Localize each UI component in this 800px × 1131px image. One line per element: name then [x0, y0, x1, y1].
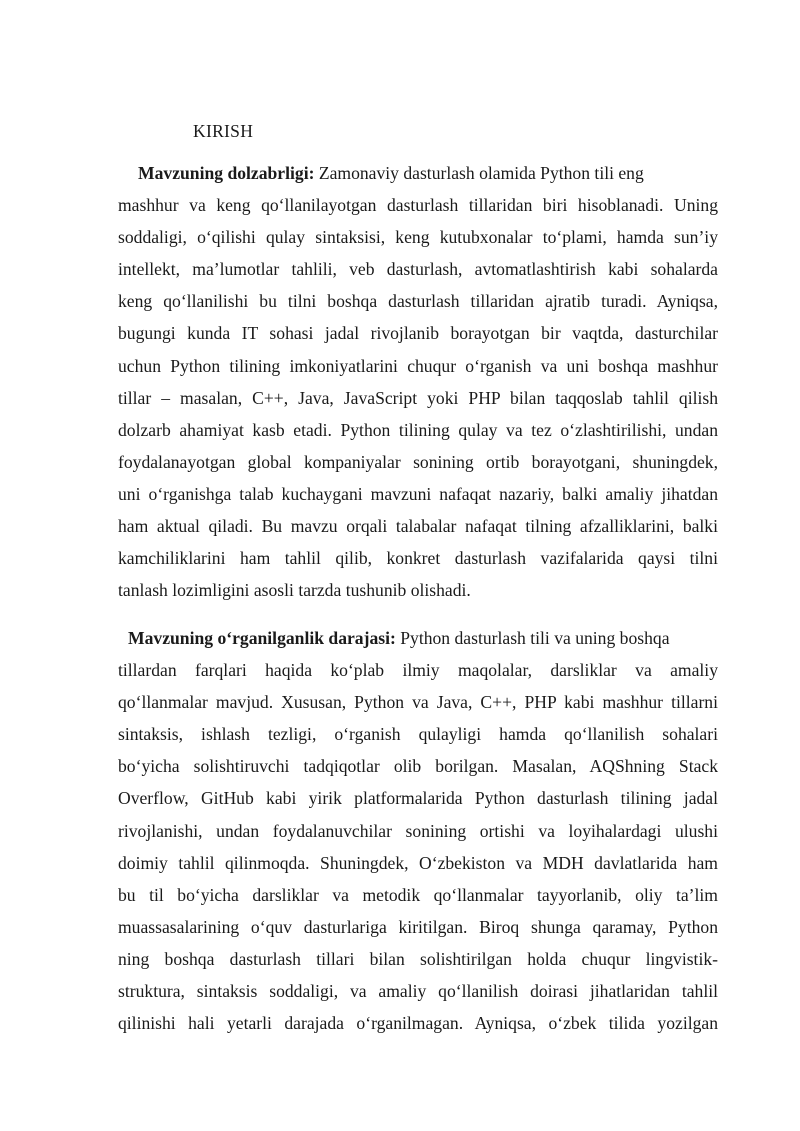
- paragraph-last-line: tanlash lozimligini asosli tarzda tushunib olishadi.: [118, 580, 471, 601]
- paragraph-line: intellekt, ma’lumotlar tahlili, veb dasturlash, avtomatlashtirish kabi sohalarda: [118, 259, 718, 280]
- paragraph-line: soddaligi, o‘qilishi qulay sintaksisi, keng kutubxonalar to‘plami, hamda sun’iy: [118, 227, 718, 248]
- paragraph-line: kamchiliklarini ham tahlil qilib, konkret dasturlash vazifalarida qaysi tilni: [118, 548, 718, 569]
- paragraph-line: foydalanayotgan global kompaniyalar sonining ortib borayotgani, shuningdek,: [118, 451, 718, 472]
- paragraph-relevance: [118, 157, 718, 606]
- paragraph-line: qilinishi hali yetarli darajada o‘rganilmagan. Ayniqsa, o‘zbek tilida yozilgan: [118, 1013, 718, 1034]
- paragraph-line: ham aktual qiladi. Bu mavzu orqali talabalar nafaqat tilning afzalliklarini, balki: [118, 516, 718, 537]
- paragraph-first-line-text: Python dasturlash tili va uning boshqa: [395, 628, 670, 648]
- paragraph-line: bu til bo‘yicha darsliklar va metodik qo‘llanmalar tayyorlanib, oliy ta’lim: [118, 884, 718, 905]
- paragraph-line: rivojlanishi, undan foydalanuvchilar sonining ortishi va loyihalardagi ulushi: [118, 820, 718, 841]
- paragraph-line: dolzarb ahamiyat kasb etadi. Python tilining qulay va tez o‘zlashtirilishi, undan: [118, 419, 718, 440]
- paragraph-lead: Mavzuning dolzabrligi:: [138, 163, 315, 183]
- paragraph-line: qo‘llanmalar mavjud. Xususan, Python va Java, C++, PHP kabi mashhur tillarni: [118, 692, 718, 713]
- paragraph-line: uni o‘rganishga talab kuchaygani mavzuni nafaqat nazariy, balki amaliy jihatdan: [118, 483, 718, 504]
- paragraph-first-line: [118, 622, 718, 654]
- paragraph-line: mashhur va keng qo‘llanilayotgan dasturlash tillaridan biri hisoblanadi. Uning: [118, 195, 718, 216]
- paragraph-line: ning boshqa dasturlash tillari bilan solishtirilgan holda chuqur lingvistik-: [118, 948, 718, 969]
- paragraph-first-line-text: Zamonaviy dasturlash olamida Python tili eng: [314, 163, 644, 183]
- paragraph-line: tillar – masalan, C++, Java, JavaScript yoki PHP bilan taqqoslab tahlil qilish: [118, 387, 718, 408]
- paragraph-line: bugungi kunda IT sohasi jadal rivojlanib borayotgan bir vaqtda, dasturchilar: [118, 323, 718, 344]
- paragraph-line: bo‘yicha solishtiruvchi tadqiqotlar olib borilgan. Masalan, AQShning Stack: [118, 756, 718, 777]
- paragraph-line: doimiy tahlil qilinmoqda. Shuningdek, O‘zbekiston va MDH davlatlarida ham: [118, 852, 718, 873]
- paragraph-line: uchun Python tilining imkoniyatlarini chuqur o‘rganish va uni boshqa mashhur: [118, 355, 718, 376]
- paragraph-line: struktura, sintaksis soddaligi, va amaliy qo‘llanilish doirasi jihatlaridan tahlil: [118, 981, 718, 1002]
- paragraph-line: keng qo‘llanilishi bu tilni boshqa dasturlash tillaridan ajratib turadi. Ayniqsa,: [118, 291, 718, 312]
- paragraph-study-level: [118, 622, 718, 1039]
- paragraph-first-line: [118, 157, 718, 189]
- paragraph-lead: Mavzuning o‘rganilganlik darajasi:: [128, 628, 396, 648]
- paragraph-line: tillardan farqlari haqida ko‘plab ilmiy maqolalar, darsliklar va amaliy: [118, 660, 718, 681]
- paragraph-line: Overflow, GitHub kabi yirik platformalarida Python dasturlash tilining jadal: [118, 788, 718, 809]
- paragraph-line: muassasalarining o‘quv dasturlariga kiritilgan. Biroq shunga qaramay, Python: [118, 916, 718, 937]
- paragraph-line: sintaksis, ishlash tezligi, o‘rganish qulayligi hamda qo‘llanilish sohalari: [118, 724, 718, 745]
- section-heading: KIRISH: [193, 121, 254, 141]
